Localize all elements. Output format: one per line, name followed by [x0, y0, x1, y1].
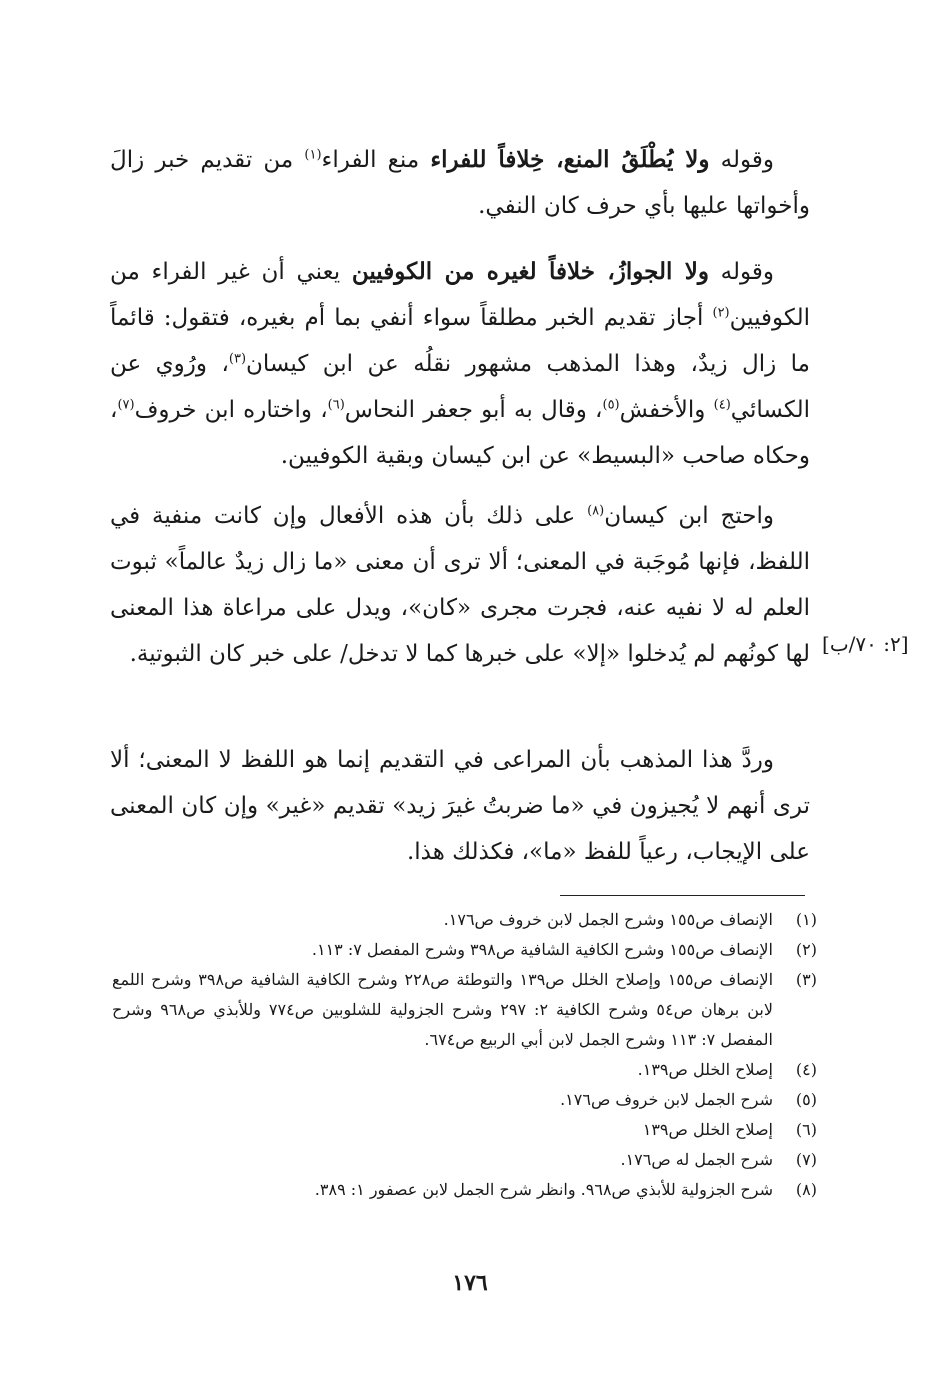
- text-run: واحتج ابن كيسان: [604, 503, 774, 529]
- footnote-ref: (٨): [587, 503, 605, 519]
- paragraph-2: [110, 249, 810, 479]
- footnote-number: (٢): [795, 940, 817, 959]
- text-run: ، وقال به أبو جعفر النحاس: [344, 397, 603, 423]
- footnote-text: شرح الجمل له ص١٧٦.: [620, 1150, 773, 1169]
- footnote: [112, 1175, 817, 1205]
- paragraph-text: [110, 249, 810, 479]
- footnote-text: إصلاح الخلل ص١٣٩: [642, 1120, 773, 1139]
- footnote-number: (٧): [795, 1150, 817, 1169]
- text-run: وقوله: [709, 147, 774, 173]
- footnote: [112, 1145, 817, 1175]
- text-run: وردَّ هذا المذهب بأن المراعى في التقديم إنما هو اللفظ لا المعنى؛ ألا ترى أنهم لا يُجيزون في «ما ضربتُ غيرَ زيد» تقديم «غير» وإن كان المعنى على الإيجاب، رعياً للفظ «ما»، فكذلك هذا.: [110, 747, 810, 865]
- page-number: ١٧٦: [452, 1270, 488, 1296]
- paragraph-4: [110, 737, 810, 875]
- text-run: يعني أن غير الفراء من الكوفيين: [110, 259, 810, 331]
- footnote-text: شرح الجمل لابن خروف ص١٧٦.: [560, 1090, 773, 1109]
- bold-lemma: ولا الجوازُ، خلافاً لغيره من الكوفيين: [351, 258, 709, 285]
- text-run: على ذلك بأن هذه الأفعال وإن كانت منفية في اللفظ، فإنها مُوجَبة في المعنى؛ ألا ترى أن معنى «ما زال زيدٌ عالماً» ثبوت العلم له لا نفيه عنه، فجرت مجرى «كان»، ويدل على مراعاة هذا المعنى لها كونُهم لم يُدخلوا «إلا» على خبرها كما لا تدخل/ على خبر كان الثبوتية.: [110, 503, 810, 667]
- text-run: أجاز تقديم الخبر مطلقاً سواء أنفي بما أم بغيره، فتقول: قائماً ما زال زيدٌ، وهذا المذهب مشهور نقلُه عن ابن كيسان: [110, 305, 810, 377]
- footnote-number: (٣): [795, 970, 817, 989]
- footnote-separator: [560, 895, 805, 896]
- footnote-text: الإنصاف ص١٥٥ وشرح الجمل لابن خروف ص١٧٦.: [443, 910, 773, 929]
- paragraph-text: [110, 737, 810, 875]
- footnote: [112, 1055, 817, 1085]
- paragraph-text: [110, 137, 810, 229]
- text-run: ، وحكاه صاحب «البسيط» عن ابن كيسان وبقية الكوفيين.: [110, 397, 810, 469]
- text-run: وقوله: [708, 259, 775, 285]
- footnote: [112, 905, 817, 935]
- paragraph-1: [110, 137, 810, 229]
- footnote-number: (٥): [795, 1090, 817, 1109]
- footnote-ref: (١): [304, 147, 322, 163]
- margin-reference: [٢: ٧٠/ب]: [822, 632, 909, 656]
- footnote-number: (١): [795, 910, 817, 929]
- footnote-ref: (٣): [228, 351, 247, 367]
- footnote-ref: (٤): [713, 397, 731, 413]
- footnote: [112, 965, 817, 1055]
- footnote-number: (٤): [795, 1060, 817, 1079]
- footnote-text: الإنصاف ص١٥٥ وإصلاح الخلل ص١٣٩ والتوطئة ص٢٢٨ وشرح الكافية الشافية ص٣٩٨ وشرح اللمع لابن برهان ص٥٤ وشرح الكافية ٢: ٢٩٧ وشرح الجزولية للشلوبين ص٧٧٤ وللأبذي ص٩٦٨ وشرح المفصل ٧: ١١٣ وشرح الجمل لابن أبي الربيع ص٦٧٤.: [112, 970, 774, 1049]
- text-run: والأخفش: [619, 397, 714, 423]
- footnote-ref: (٥): [602, 397, 620, 413]
- footnote: [112, 1085, 817, 1115]
- paragraph-3: [110, 493, 810, 677]
- footnote-number: (٦): [795, 1120, 817, 1139]
- text-run: ، ورُوي عن الكسائي: [110, 351, 810, 423]
- paragraph-text: [110, 493, 810, 677]
- footnote-ref: (٧): [117, 397, 135, 413]
- text-run: من تقديم خبر زالَ وأخواتها عليها بأي حرف كان النفي.: [110, 147, 810, 219]
- footnote-ref: (٦): [327, 397, 345, 413]
- footnote-text: شرح الجزولية للأبذي ص٩٦٨. وانظر شرح الجمل لابن عصفور ١: ٣٨٩.: [314, 1180, 773, 1199]
- footnote-text: الإنصاف ص١٥٥ وشرح الكافية الشافية ص٣٩٨ وشرح المفصل ٧: ١١٣.: [311, 940, 773, 959]
- bold-lemma: ولا يُطْلَقُ المنع، خِلافاً للفراء: [430, 146, 710, 173]
- footnote-text: إصلاح الخلل ص١٣٩.: [637, 1060, 773, 1079]
- footnote: [112, 935, 817, 965]
- footnote-number: (٨): [795, 1180, 817, 1199]
- footnote: [112, 1115, 817, 1145]
- footnotes: [112, 905, 817, 1205]
- text-run: ، واختاره ابن خروف: [134, 397, 328, 423]
- footnote-ref: (٢): [712, 305, 730, 321]
- text-run: منع الفراء: [321, 147, 431, 173]
